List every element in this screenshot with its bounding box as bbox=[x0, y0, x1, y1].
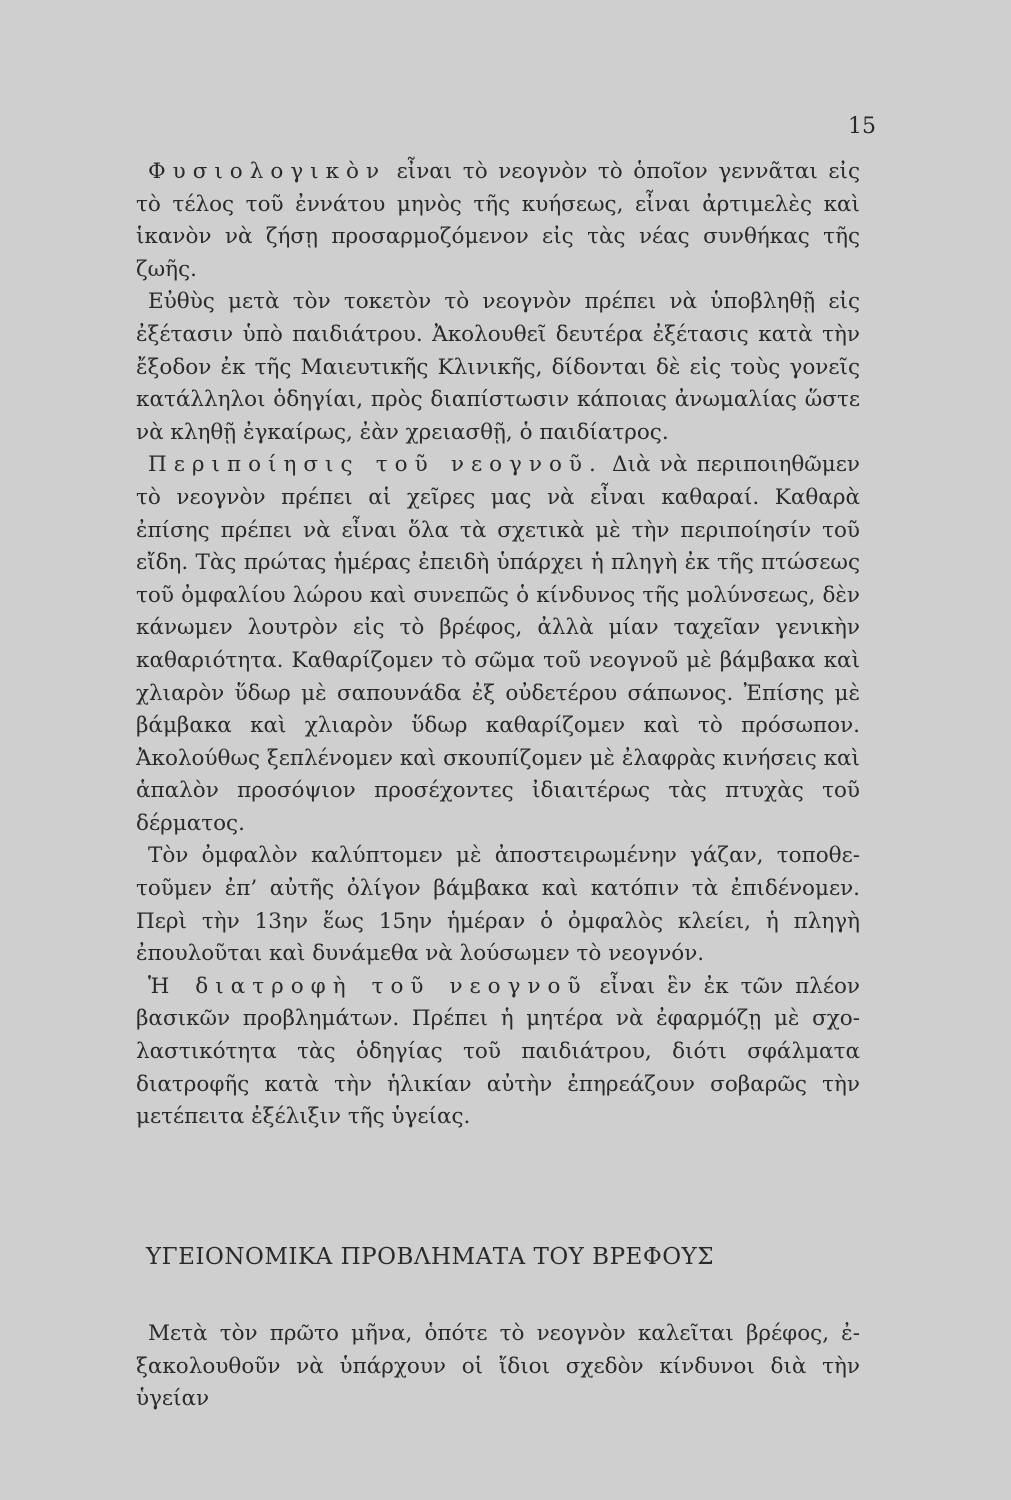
paragraph-body: Εὐθὺς μετὰ τὸν τοκετὸν τὸ νεογνὸν πρέπει νὰ ὑποβληθῇ εἰς ἐξέτασιν ὑπὸ παιδιάτρου. Ἀκολουθεῖ δευτέρα ἐξέτασις κατὰ τὴν ἔξοδον ἐκ τῆς Μαιευτικῆς Κλινικῆς, δίδονται δὲ εἰς τοὺς γονεῖς κατάλληλοι ὁδηγίαι, πρὸς διαπίστωσιν κάποιας ἀνωμαλίας ὥστε νὰ κληθῇ ἐγκαίρως, ἐὰν χρειασθῇ, ὁ παιδίατρος. bbox=[136, 289, 860, 445]
spaced-term: Φυσιολογικὸν bbox=[148, 159, 387, 184]
paragraph-body: Διὰ νὰ περιποιηθῶμεν τὸ νεογνὸν πρέπει αἱ χεῖρες μας νὰ εἶναι καθαραί. Καθαρὰ ἐπίσης πρέπει νὰ εἶναι ὅλα τὰ σχετικὰ μὲ τὴν περιποίησίν τοῦ εἴδη. Τὰς πρώτας ἡμέρας ἐπειδὴ ὑπάρχει ἡ πληγὴ ἐκ τῆς πτώσεως τοῦ ὀμφαλίου λώρου καὶ συνεπῶς ὁ κίνδυνος τῆς μολύνσεως, δὲν κάνωμεν λουτρὸν εἰς τὸ βρέφος, ἀλλὰ μίαν ταχεῖαν γενικὴν καθαριότητα. Καθαρίζομεν τὸ σῶμα τοῦ νεογνοῦ μὲ βάμβακα καὶ χλιαρὸν ὕδωρ μὲ σαπουνάδα ἐξ οὐδετέρου σάπωνος. Ἐπίσης μὲ βάμβακα καὶ χλιαρὸν ὕδωρ καθαρίζομεν καὶ τὸ πρόσωπον. Ἀκολούθως ξεπλένομεν καὶ σκουπίζομεν μὲ ἐλαφρὰς κινήσεις καὶ ἁπαλὸν προσόψιον προσέχοντες ἰδιαιτέρως τὰς πτυχὰς τοῦ δέρματος. bbox=[136, 452, 860, 836]
paragraph-newborn-care bbox=[136, 449, 860, 840]
spaced-term: Περιποίησις τοῦ νεογνοῦ. bbox=[148, 452, 603, 478]
page-number: 15 bbox=[848, 114, 876, 139]
paragraph-body: εἶναι ἓν ἐκ τῶν πλέον βασικῶν προβλημάτων. Πρέπει ἡ μητέρα νὰ ἐφαρμόζῃ μὲ σχολαστικότητα τὰς ὁδηγίας τοῦ παιδιάτρου, διότι σφάλματα διατροφῆς κατὰ τὴν ἡλικίαν αὐτὴν ἐπηρεάζουν σοβαρῶς τὴν μετέπειτα ἐξέλιξιν τῆς ὑγείας. bbox=[136, 973, 861, 1130]
paragraph-examination bbox=[136, 286, 860, 449]
paragraph-nutrition bbox=[136, 971, 860, 1134]
section-text bbox=[136, 1318, 860, 1416]
paragraph-body: Τὸν ὀμφαλὸν καλύπτομεν μὲ ἀποστειρωμένην γάζαν, τοποθετοῦμεν ἐπ’ αὐτῆς ὀλίγον βάμβακα καὶ κατόπιν τὰ ἐπιδένομεν. Περὶ τὴν 13ην ἕως 15ην ἡμέραν ὁ ὀμφαλὸς κλείει, ἡ πληγὴ ἐπουλοῦται καὶ δυνάμεθα νὰ λούσωμεν τὸ νεογνόν. bbox=[136, 843, 860, 967]
paragraph-infant-health: Μετὰ τὸν πρῶτο μῆνα, ὁπότε τὸ νεογνὸν καλεῖται βρέφος, ἐξακολουθοῦν νὰ ὑπάρχουν οἱ ἴδιοι σχεδὸν κίνδυνοι διὰ τὴν ὑγείαν bbox=[136, 1321, 860, 1412]
paragraph-body: εἶναι τὸ νεογνὸν τὸ ὁποῖον γεννᾶται εἰς τὸ τέλος τοῦ ἐννάτου μηνὸς τῆς κυήσεως, εἶναι ἀρτιμελὲς καὶ ἱκανὸν νὰ ζήσῃ προσαρμοζόμενον εἰς τὰς νέας συνθήκας τῆς ζωῆς. bbox=[136, 159, 860, 282]
main-text bbox=[136, 156, 860, 1134]
paragraph-physiological-newborn bbox=[136, 156, 860, 286]
paragraph-navel-care bbox=[136, 840, 860, 970]
spaced-term: Ἡ διατροφὴ τοῦ νεογνοῦ bbox=[148, 973, 588, 999]
section-heading: ΥΓΕΙΟΝΟΜΙΚΑ ΠΡΟΒΛΗΜΑΤΑ ΤΟΥ ΒΡΕΦΟΥΣ bbox=[146, 1244, 714, 1270]
